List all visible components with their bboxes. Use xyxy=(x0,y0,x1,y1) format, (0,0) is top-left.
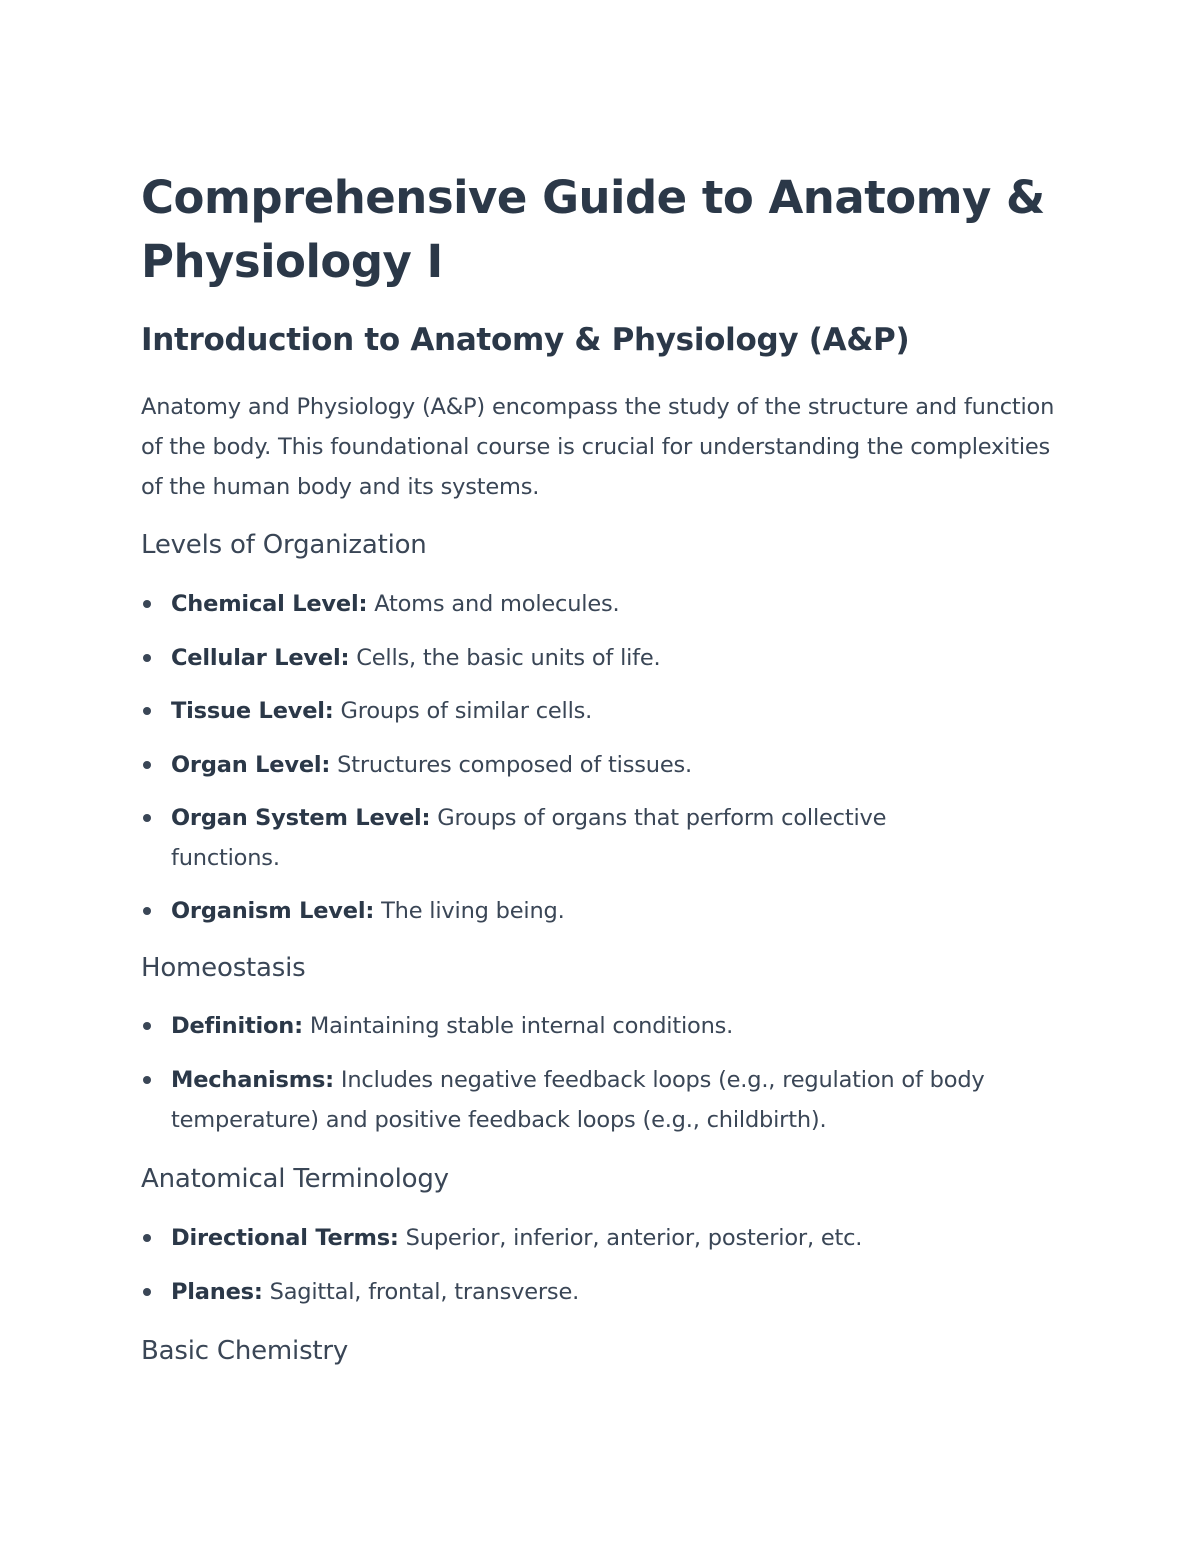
list-item-text: The living being. xyxy=(374,898,565,924)
list-item-term: Planes: xyxy=(171,1279,263,1305)
bullet-icon xyxy=(143,1076,151,1084)
bullet-icon xyxy=(143,707,151,715)
document-title xyxy=(141,166,1045,294)
bullet-icon xyxy=(143,761,151,769)
title-line-2: Physiology I xyxy=(141,235,443,288)
list-item xyxy=(141,1060,1061,1140)
list-item xyxy=(141,745,1061,785)
list-item xyxy=(141,691,1061,731)
list-item-term: Organism Level: xyxy=(171,898,375,924)
bullet-icon xyxy=(143,1022,151,1030)
list-item-term: Organ System Level: xyxy=(171,805,431,831)
list-item-text: Structures composed of tissues. xyxy=(330,752,692,778)
heading-levels-of-organization: Levels of Organization xyxy=(141,530,427,560)
list-item-text: Groups of similar cells. xyxy=(333,698,593,724)
list-item-text: Sagittal, frontal, transverse. xyxy=(262,1279,580,1305)
section-heading-intro: Introduction to Anatomy & Physiology (A&P) xyxy=(141,322,910,358)
levels-list xyxy=(141,584,1061,931)
bullet-icon xyxy=(143,814,151,822)
list-item xyxy=(141,1272,1061,1312)
list-item xyxy=(141,891,1061,931)
bullet-icon xyxy=(143,600,151,608)
list-item-text: Superior, inferior, anterior, posterior, etc. xyxy=(398,1225,863,1251)
list-item-term: Cellular Level: xyxy=(171,645,350,671)
list-item-text: Atoms and molecules. xyxy=(367,591,620,617)
heading-anatomical-terminology: Anatomical Terminology xyxy=(141,1164,449,1194)
terminology-list xyxy=(141,1218,1061,1312)
bullet-icon xyxy=(143,654,151,662)
bullet-icon xyxy=(143,1288,151,1296)
list-item xyxy=(141,798,971,878)
list-item-text: Groups of organs that perform collective functions. xyxy=(171,805,887,871)
homeostasis-list xyxy=(141,1006,1061,1140)
list-item xyxy=(141,584,1061,624)
list-item-term: Directional Terms: xyxy=(171,1225,399,1251)
list-item-term: Definition: xyxy=(171,1013,303,1039)
intro-paragraph: Anatomy and Physiology (A&P) encompass the study of the structure and function of the body. This foundational course is crucial for understanding the complexities of the human body and its systems. xyxy=(141,394,1055,500)
list-item-text: Maintaining stable internal conditions. xyxy=(302,1013,734,1039)
list-item xyxy=(141,1218,1061,1258)
list-item-term: Mechanisms: xyxy=(171,1067,334,1093)
heading-homeostasis: Homeostasis xyxy=(141,953,306,983)
list-item-term: Organ Level: xyxy=(171,752,331,778)
heading-basic-chemistry: Basic Chemistry xyxy=(141,1336,349,1366)
list-item-term: Chemical Level: xyxy=(171,591,368,617)
bullet-icon xyxy=(143,1234,151,1242)
list-item xyxy=(141,1006,1061,1046)
bullet-icon xyxy=(143,907,151,915)
list-item xyxy=(141,638,1061,678)
list-item-term: Tissue Level: xyxy=(171,698,334,724)
list-item-text: Includes negative feedback loops (e.g., regulation of body temperature) and positive feedback loops (e.g., childbirth). xyxy=(171,1067,985,1133)
list-item-text: Cells, the basic units of life. xyxy=(349,645,661,671)
title-line-1: Comprehensive Guide to Anatomy & xyxy=(141,171,1045,224)
